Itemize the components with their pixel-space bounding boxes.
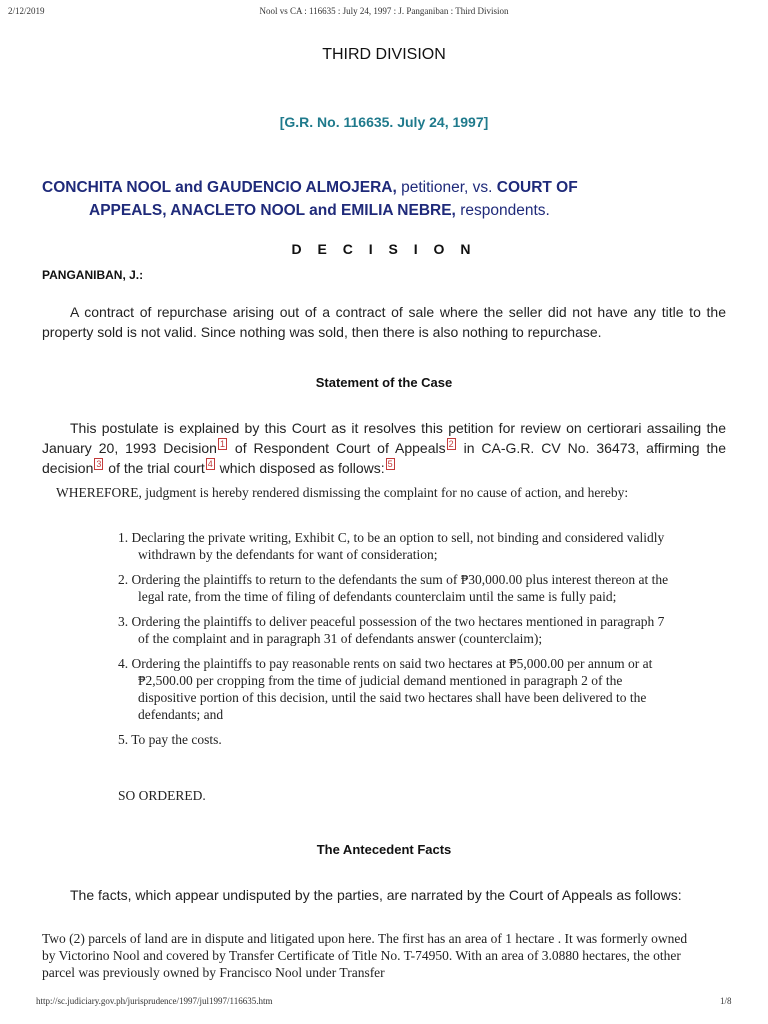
case-number: [G.R. No. 116635. July 24, 1997] bbox=[279, 114, 489, 130]
dispositive-list bbox=[118, 529, 678, 756]
statement-text-1: This postulate is explained by this Court as it resolves this petition for review on certiorari assailing the January 20, 1993 Decision bbox=[42, 420, 726, 456]
court-name-part1: COURT OF bbox=[496, 179, 578, 196]
division-heading: THIRD DIVISION bbox=[322, 46, 446, 63]
footnote-link-2[interactable]: 2 bbox=[448, 439, 454, 450]
case-parties bbox=[42, 176, 726, 222]
dispositive-item-5: 5. To pay the costs. bbox=[118, 732, 222, 747]
dispositive-item-2: 2. Ordering the plaintiffs to return to the defendants the sum of ₱30,000.00 plus interest thereon at the legal rate, from the time of filing of defendants counterclaim until the same is fully paid; bbox=[118, 572, 669, 604]
ponente: PANGANIBAN, J.: bbox=[42, 268, 144, 282]
statement-text-3: in CA-G.R. CV No. 36473, affirming the decision bbox=[42, 440, 727, 476]
footnote-link-4[interactable]: 4 bbox=[207, 459, 213, 470]
intro-paragraph: A contract of repurchase arising out of a contract of sale where the seller did not have any title to the property sold is not valid. Since nothing was sold, then there is also nothing to repurchase. bbox=[42, 304, 726, 340]
statement-text-5: which disposed as follows: bbox=[215, 460, 385, 476]
print-date: 2/12/2019 bbox=[8, 6, 45, 16]
print-title: Nool vs CA : 116635 : July 24, 1997 : J. Panganiban : Third Division bbox=[259, 6, 509, 16]
footnote-link-5[interactable]: 5 bbox=[387, 459, 393, 470]
respondents-label: respondents. bbox=[460, 202, 550, 219]
dispositive-item-3: 3. Ordering the plaintiffs to deliver peaceful possession of the two hectares mentioned in paragraph 7 of the complaint and in paragraph 31 of defendants answer (counterclaim); bbox=[118, 614, 665, 646]
print-url: http://sc.judiciary.gov.ph/jurisprudence/1997/jul1997/116635.htm bbox=[36, 996, 273, 1006]
facts-heading: The Antecedent Facts bbox=[316, 842, 452, 857]
so-ordered: SO ORDERED. bbox=[118, 788, 206, 803]
print-page-number: 1/8 bbox=[720, 996, 732, 1006]
decision-heading: D E C I S I O N bbox=[291, 241, 477, 257]
footnote-link-3[interactable]: 3 bbox=[96, 459, 102, 470]
facts-quote: Two (2) parcels of land are in dispute and litigated upon here. The first has an area of 1 hectare . It was formerly owned by Victorino Nool and covered by Transfer Certificate of Title No. T-74950. With an area of 3.0880 hectares, the other parcel was previously owned by Francisco Nool under Transfer bbox=[42, 931, 688, 980]
statement-paragraph bbox=[42, 418, 726, 478]
dispositive-item-4: 4. Ordering the plaintiffs to pay reasonable rents on said two hectares at ₱5,000.00 per annum or at ₱2,500.00 per cropping from the time of judicial demand mentioned in paragraph 2 of the dispositive portion of this decision, until the said two hectares shall have been delivered to the defendants; and bbox=[118, 656, 653, 722]
quote-intro: WHEREFORE, judgment is hereby rendered dismissing the complaint for no cause of action, and hereby: bbox=[56, 485, 629, 500]
statement-heading: Statement of the Case bbox=[315, 375, 453, 390]
dispositive-item-1: 1. Declaring the private writing, Exhibit C, to be an option to sell, not binding and considered validly withdrawn by the defendants for want of consideration; bbox=[118, 530, 665, 562]
petitioner-label: petitioner, vs. bbox=[401, 179, 493, 196]
footnote-link-1[interactable]: 1 bbox=[219, 439, 225, 450]
petitioners-names: CONCHITA NOOL and GAUDENCIO ALMOJERA, bbox=[42, 179, 397, 196]
facts-paragraph: The facts, which appear undisputed by the parties, are narrated by the Court of Appeals as follows: bbox=[70, 887, 682, 903]
statement-text-2: of Respondent Court of Appeals bbox=[227, 440, 446, 456]
respondents-names: APPEALS, ANACLETO NOOL and EMILIA NEBRE, bbox=[89, 202, 456, 219]
statement-text-4: of the trial court bbox=[104, 460, 205, 476]
